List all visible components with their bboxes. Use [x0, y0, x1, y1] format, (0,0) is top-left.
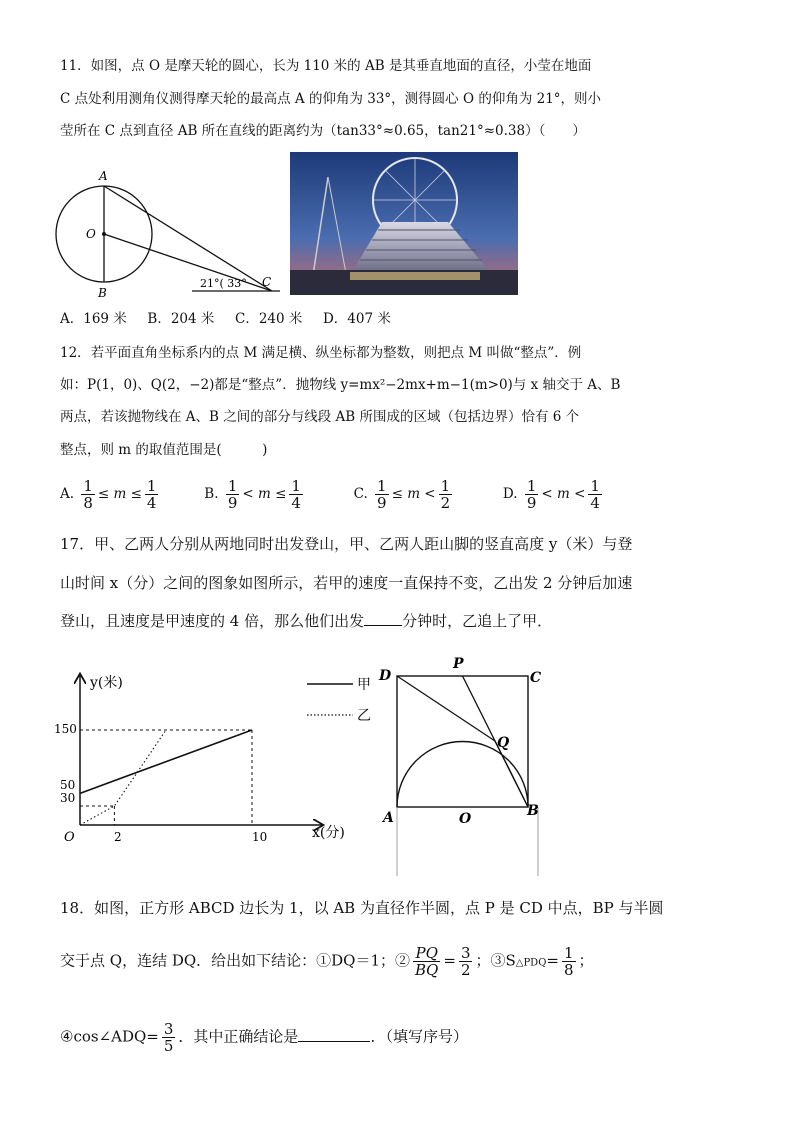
- ferris-wheel-photo: [290, 152, 518, 295]
- q12-option-a[interactable]: A. $\frac{1}{8}$ ≤ m ≤ $\frac{1}{4}$: [60, 477, 157, 512]
- q12-line3: 两点，若该抛物线在 A、B 之间的部分与线段 AB 所围成的区域（包括边界）恰有 6 个: [60, 409, 580, 425]
- q18-line3: ④cos∠ADQ= $\frac{3}{5}$ ．其中正确结论是 ．（填写序号）: [60, 1020, 468, 1055]
- label-O: O: [459, 811, 472, 827]
- legend-yi: 乙: [357, 708, 371, 724]
- label-Q: Q: [497, 735, 510, 751]
- q12-option-b[interactable]: B. $\frac{1}{9}$ < m ≤ $\frac{1}{4}$: [204, 477, 301, 512]
- q11-option-c[interactable]: C．240 米: [234, 311, 303, 327]
- label-B: B: [98, 286, 107, 300]
- label-C: C: [262, 275, 272, 289]
- q11-option-d[interactable]: D．407 米: [322, 311, 391, 327]
- y-tick-50: 50: [60, 778, 76, 792]
- q17-line2: 山时间 x（分）之间的图象如图所示，若甲的速度一直保持不变，乙出发 2 分钟后加速: [60, 574, 633, 592]
- q12-line2: 如：P(1，0)、Q(2，−2)都是“整点”．抛物线 y=mx²−2mx+m−1(m>0)与 x 轴交于 A、B: [60, 377, 621, 393]
- q11-option-b[interactable]: B．204 米: [147, 311, 215, 327]
- q18-square-diagram: [375, 650, 555, 880]
- label-C: C: [530, 670, 542, 686]
- q17-line1: 17．甲、乙两人分别从两地同时出发登山，甲、乙两人距山脚的竖直高度 y（米）与登: [60, 535, 633, 553]
- label-B: B: [527, 803, 539, 819]
- q12-option-c[interactable]: C. $\frac{1}{9}$ ≤ m < $\frac{1}{2}$: [353, 477, 451, 512]
- q12-options: [60, 478, 633, 511]
- q11-option-a[interactable]: A．169 米: [60, 311, 127, 327]
- legend-jia: 甲: [357, 677, 371, 693]
- angle-label: 21°( 33°: [200, 277, 247, 290]
- x-tick-2: 2: [114, 830, 122, 844]
- x-axis-label: x(分): [312, 825, 345, 841]
- y-tick-30: 30: [60, 791, 76, 805]
- label-D: D: [379, 668, 392, 684]
- q12-line1: 12．若平面直角坐标系内的点 M 满足横、纵坐标都为整数，则把点 M 叫做“整点”．例: [60, 345, 582, 361]
- q11-options: [60, 309, 391, 329]
- q11-line2: C 点处利用测角仪测得摩天轮的最高点 A 的仰角为 33°，测得圆心 O 的仰角为 21°，则小: [60, 91, 602, 107]
- q18-line2: 交于点 Q，连结 DQ．给出如下结论：①DQ＝1；② $\frac{PQ}{BQ}$ = $\frac{3}{2}$ ；③S△PDQ= $\frac{1}{8}$ ；: [60, 944, 594, 979]
- q18-line1: 18．如图，正方形 ABCD 边长为 1，以 AB 为直径作半圆，点 P 是 CD 中点，BP 与半圆: [60, 899, 664, 917]
- q11-line1: 11．如图，点 O 是摩天轮的圆心，长为 110 米的 AB 是其垂直地面的直径，小莹在地面: [60, 58, 592, 74]
- label-A: A: [383, 810, 394, 826]
- x-tick-10: 10: [252, 830, 268, 844]
- series-jia-line: [80, 730, 252, 793]
- chart-legend: [305, 672, 385, 732]
- label-O: O: [86, 227, 96, 241]
- y-axis-label: y(米): [90, 675, 123, 691]
- y-tick-150: 150: [54, 722, 77, 736]
- q11-ferris-diagram: [52, 165, 287, 300]
- q11-line3: 莹所在 C 点到直径 AB 所在直线的距离约为（tan33°≈0.65，tan21°≈0.38）（ ）: [60, 123, 586, 139]
- q17-line3: 登山，且速度是甲速度的 4 倍，那么他们出发 分钟时，乙追上了甲．: [60, 612, 553, 630]
- q12-option-d[interactable]: D. $\frac{1}{9}$ < m < $\frac{1}{4}$: [502, 477, 600, 512]
- label-P: P: [453, 656, 464, 672]
- q12-line4: 整点，则 m 的取值范围是( ): [60, 442, 268, 458]
- origin-label: O: [64, 830, 75, 845]
- label-A: A: [99, 169, 108, 183]
